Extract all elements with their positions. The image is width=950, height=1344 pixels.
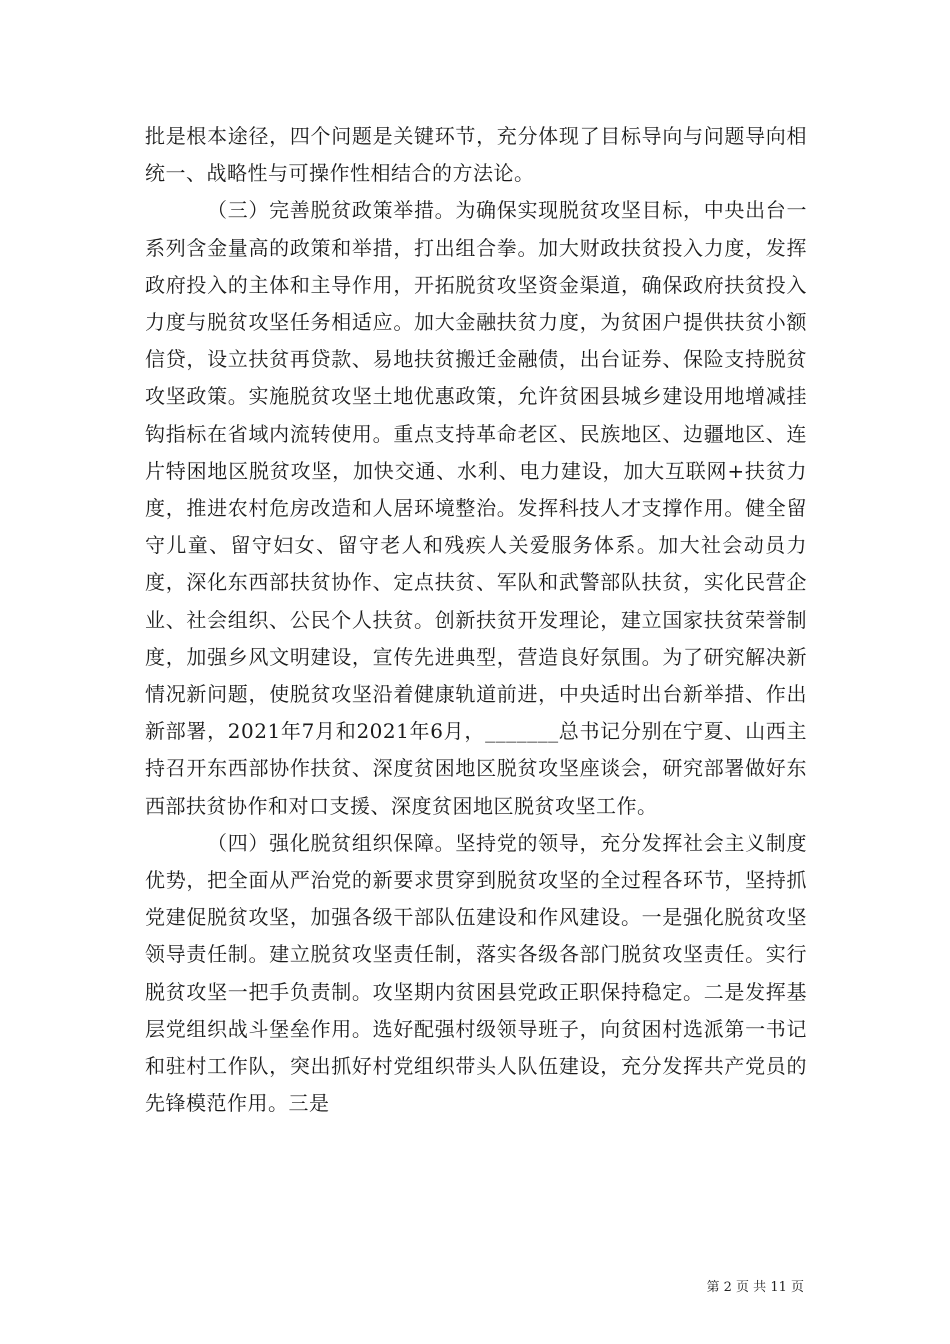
- paragraph-section-three: （三）完善脱贫政策举措。为确保实现脱贫攻坚目标，中央出台一系列含金量高的政策和举措，打出组合拳。加大财政扶贫投入力度，发挥政府投入的主体和主导作用，开拓脱贫攻坚资金渠道，确保政府扶贫投入力度与脱贫攻坚任务相适应。加大金融扶贫力度，为贫困户提供扶贫小额信贷，设立扶贫再贷款、易地扶贫搬迁金融债，出台证券、保险支持脱贫攻坚政策。实施脱贫攻坚土地优惠政策，允许贫困县城乡建设用地增减挂钩指标在省域内流转使用。重点支持革命老区、民族地区、边疆地区、连片特困地区脱贫攻坚，加快交通、水利、电力建设，加大互联网+扶贫力度，推进农村危房改造和人居环境整治。发挥科技人才支撑作用。健全留守儿童、留守妇女、留守老人和残疾人关爱服务体系。加大社会动员力度，深化东西部扶贫协作、定点扶贫、军队和武警部队扶贫，实化民营企业、社会组织、公民个人扶贫。创新扶贫开发理论，建立国家扶贫荣誉制度，加强乡风文明建设，宣传先进典型，营造良好氛围。为了研究解决新情况新问题，使脱贫攻坚沿着健康轨道前进，中央适时出台新举措、作出新部署，2021年7月和2021年6月，_______总书记分别在宁夏、山西主持召开东西部协作扶贫、深度贫困地区脱贫攻坚座谈会，研究部署做好东西部扶贫协作和对口支援、深度贫困地区脱贫攻坚工作。: [145, 198, 807, 818]
- paragraph-section-four: （四）强化脱贫组织保障。坚持党的领导，充分发挥社会主义制度优势，把全面从严治党的新要求贯穿到脱贫攻坚的全过程各环节，坚持抓党建促脱贫攻坚，加强各级干部队伍建设和作风建设。一是强化脱贫攻坚领导责任制。建立脱贫攻坚责任制，落实各级各部门脱贫攻坚责任。实行脱贫攻坚一把手负责制。攻坚期内贫困县党政正职保持稳定。二是发挥基层党组织战斗堡垒作用。选好配强村级领导班子，向贫困村选派第一书记和驻村工作队，突出抓好村党组织带头人队伍建设，充分发挥共产党员的先锋模范作用。三是: [145, 830, 807, 1116]
- page-number-footer: 第 2 页 共 11 页: [706, 1280, 804, 1295]
- paragraph-intro: 批是根本途径，四个问题是关键环节，充分体现了目标导向与问题导向相统一、战略性与可操作性相结合的方法论。: [145, 124, 807, 186]
- document-body: [145, 118, 807, 1122]
